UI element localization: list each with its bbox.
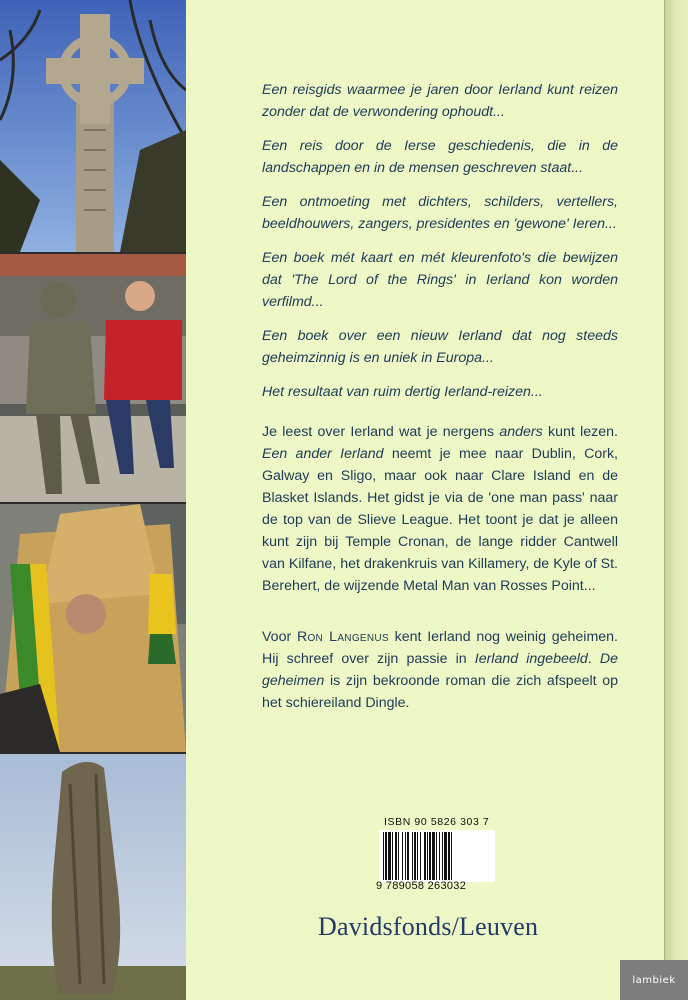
emphasis-word: anders [499,424,543,440]
barcode [379,830,495,882]
isbn-label: ISBN 90 5826 303 7 [384,816,490,828]
watermark-logo: lambiek [620,960,688,1000]
spine-edge [664,0,688,1000]
text-run: neemt je mee naar Dublin, Cork, Galway en Sligo, maar ook naar Clare Island en de Blasket Islands. Het gidst je via de 'one man pass' naar de top van de Slieve League. Het toont je dat je alleen kunt zijn bij Temple Cronan, de lange ridder Cantwell van Kilfane, het drakenkruis van Killamery, de Kyle of St. Berehert, de wijzende Metal Man van Rosses Point... [262,446,619,594]
photo-strip [0,0,186,1000]
intro-paragraph: Een boek over een nieuw Ierland dat nog steeds geheimzinnig is en uniek in Europa... [262,328,618,366]
ean-number: 9 789058 263032 [376,880,467,892]
straw-costume-photo [0,504,186,752]
intro-paragraph: Een boek mét kaart en mét kleurenfoto's die bewijzen dat 'The Lord of the Rings' in Ierland kon worden verfilmd... [262,250,618,310]
intro-paragraph: Een ontmoeting met dichters, schilders, vertellers, beeldhouwers, zangers, presidentes en 'gewone' Ieren... [262,194,618,232]
text-run: . [587,651,600,667]
standing-stone-photo [0,754,186,1000]
bio-paragraph [262,626,618,714]
publisher-name: Davidsfonds/Leuven [318,912,539,941]
book-title: Een ander Ierland [262,446,384,462]
description-text [262,421,618,609]
text-run: is zijn bekroonde roman die zich afspeelt op het schiereiland Dingle. [262,673,618,711]
book-title: Ierland ingebeeld [474,651,588,667]
intro-paragraph: Een reisgids waarmee je jaren door Ierland kunt reizen zonder dat de verwondering ophoudt... [262,82,618,120]
intro-paragraph: Het resultaat van ruim dertig Ierland-reizen... [262,384,543,400]
text-run: kent Ierland nog weinig geheimen. Hij schreef over zijn passie in [262,629,618,667]
celtic-cross-photo [0,0,186,252]
text-run: Voor [262,629,297,645]
intro-text [262,79,618,415]
book-title: De geheimen [262,651,619,689]
author-bio [262,626,618,726]
text-run: kunt lezen. [542,424,619,440]
intro-paragraph: Een reis door de Ierse geschiedenis, die in de landschappen en in de mensen geschreven staat... [262,138,618,176]
author-name: Ron Langenus [296,629,389,645]
text-run: Je leest over Ierland wat je nergens [262,424,500,440]
bench-statue-photo [0,254,186,502]
description-paragraph [262,421,618,597]
